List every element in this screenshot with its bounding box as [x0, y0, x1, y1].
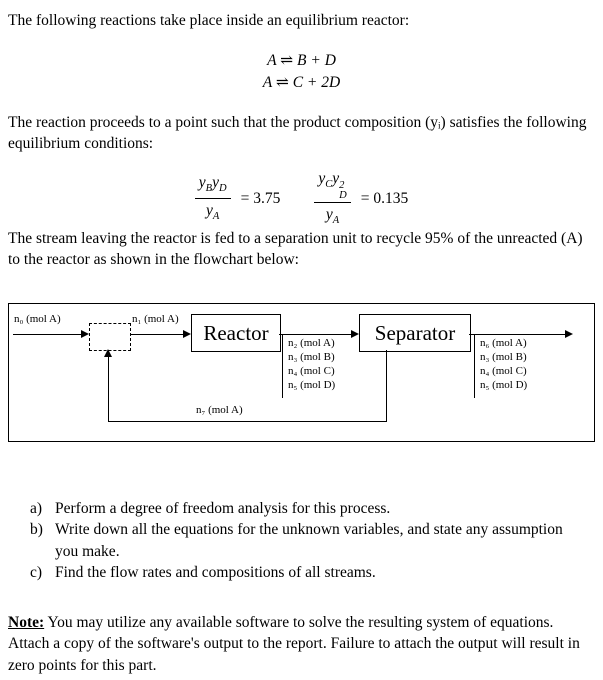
intro-paragraph-2: The reaction proceeds to a point such that the product composition (yᵢ) satisfies the following equilibrium conditions: [8, 114, 587, 153]
fraction-numerator [195, 172, 231, 199]
var-sub: A [212, 210, 220, 222]
stream-label-n4: n₄ (mol C) [288, 365, 335, 377]
question-label: b) [30, 521, 43, 539]
stream-label-n3: n₃ (mol B) [480, 351, 527, 363]
recycle-line-up [108, 354, 109, 421]
var-sub: C [325, 179, 333, 191]
equilibrium-value-1: = 3.75 [240, 189, 281, 207]
equilibrium-fraction-2 [314, 168, 350, 228]
note-paragraph [8, 612, 593, 676]
question-text: Find the flow rates and compositions of all streams. [55, 564, 376, 582]
question-c [30, 562, 589, 583]
var-sub: D [339, 189, 347, 201]
reactor-label: Reactor [203, 320, 269, 345]
flow-line [130, 334, 183, 335]
mixing-point-box [89, 323, 131, 351]
var-y: y [318, 170, 326, 187]
fraction-numerator [314, 168, 350, 203]
fraction-denominator [195, 199, 231, 225]
process-flowchart [8, 303, 595, 442]
reaction-equation-1: A ⇌ B + D [267, 52, 336, 69]
var-y: y [206, 201, 213, 219]
stream-bracket-line [282, 334, 283, 398]
arrow-right-icon [81, 330, 89, 338]
question-text: Perform a degree of freedom analysis for this process. [55, 500, 391, 517]
note-label: Note: [8, 614, 45, 631]
stream-label-n1: n₁ (mol A) [132, 313, 179, 325]
var-sub: A [332, 214, 340, 226]
separator-box [359, 314, 471, 352]
stream-bracket-line [474, 334, 475, 398]
stream-label-n0: n₀ (mol A) [14, 313, 61, 325]
reactor-box [191, 314, 281, 352]
equilibrium-value-2: = 0.135 [360, 189, 409, 207]
intro-paragraph-3: The stream leaving the reactor is fed to a separation unit to recycle 95% of the unreacted (A) to the reactor as shown in the flowchart below: [8, 230, 583, 269]
reaction-equations [0, 50, 603, 93]
questions-list [30, 498, 589, 584]
arrow-up-icon [104, 349, 112, 357]
question-label: c) [30, 564, 43, 582]
stream-label-n2: n₂ (mol A) [288, 337, 335, 349]
equilibrium-conditions [0, 168, 603, 228]
recycle-line-bottom [108, 421, 387, 422]
separator-label: Separator [374, 320, 456, 345]
var-y: y [198, 174, 206, 192]
flow-line [13, 334, 81, 335]
reactor-outlet-labels [288, 336, 335, 392]
question-text: Write down all the equations for the unknown variables, and state any assumption you make. [55, 521, 563, 560]
var-y: y [332, 170, 340, 187]
arrow-right-icon [183, 330, 191, 338]
stream-label-n4: n₄ (mol C) [480, 365, 527, 377]
arrow-right-icon [565, 330, 573, 338]
equilibrium-fraction-1 [195, 172, 231, 224]
var-sub: D [218, 183, 227, 195]
var-sub: B [205, 183, 213, 195]
stream-label-n5: n₅ (mol D) [288, 379, 336, 391]
var-subsup [339, 181, 347, 201]
separator-outlet-labels [480, 336, 527, 392]
flow-line [279, 334, 351, 335]
stream-label-n6: n₆ (mol A) [480, 337, 527, 349]
question-label: a) [30, 500, 43, 517]
note-text: You may utilize any available software to solve the resulting system of equations. Attach a copy of the software's output to the report. Failure to attach the output will result in zero points for this part. [8, 614, 580, 674]
stream-label-n5: n₅ (mol D) [480, 379, 528, 391]
recycle-line-down [386, 350, 387, 421]
var-y: y [325, 205, 333, 223]
question-a [30, 498, 589, 519]
var-sup: 2 [339, 179, 345, 191]
fraction-denominator [314, 203, 350, 229]
arrow-right-icon [351, 330, 359, 338]
stream-label-n7: n₇ (mol A) [196, 404, 243, 416]
var-y: y [212, 174, 219, 192]
stream-label-n3: n₃ (mol B) [288, 351, 335, 363]
flow-line [469, 334, 565, 335]
intro-paragraph-1: The following reactions take place inside an equilibrium reactor: [8, 12, 410, 29]
question-b [30, 519, 589, 562]
reaction-equation-2: A ⇌ C + 2D [262, 73, 341, 91]
